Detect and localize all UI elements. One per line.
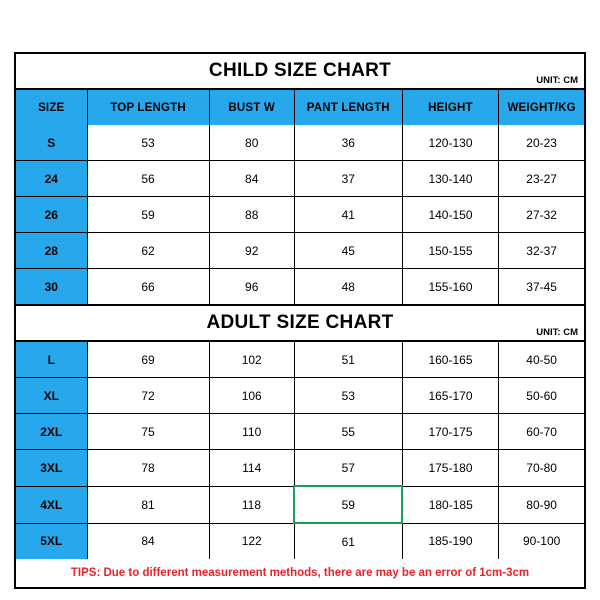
table-row bbox=[16, 523, 584, 559]
table-row bbox=[16, 125, 584, 161]
adult-row-4-size: 4XL bbox=[16, 486, 87, 523]
child-row-3-bust-w: 92 bbox=[209, 233, 294, 269]
adult-row-3-pant-length: 57 bbox=[294, 450, 402, 487]
table-row bbox=[16, 414, 584, 450]
adult-row-0-pant-length: 51 bbox=[294, 342, 402, 378]
adult-row-4-pant-length-selected[interactable]: 59 bbox=[294, 486, 402, 523]
adult-chart-unit: UNIT: CM bbox=[536, 327, 578, 338]
child-size-table bbox=[16, 90, 584, 304]
adult-row-1-size: XL bbox=[16, 378, 87, 414]
child-chart-title: CHILD SIZE CHART bbox=[208, 60, 392, 81]
child-chart-title-row bbox=[16, 54, 584, 90]
adult-row-2-height: 170-175 bbox=[402, 414, 499, 450]
adult-row-5-weight: 90-100 bbox=[499, 523, 584, 559]
adult-row-5-height: 185-190 bbox=[402, 523, 499, 559]
adult-row-2-pant-length: 55 bbox=[294, 414, 402, 450]
adult-chart-title-row bbox=[16, 306, 584, 342]
adult-row-1-bust-w: 106 bbox=[209, 378, 294, 414]
table-row bbox=[16, 269, 584, 305]
adult-row-0-bust-w: 102 bbox=[209, 342, 294, 378]
adult-row-5-size: 5XL bbox=[16, 523, 87, 559]
adult-row-5-top-length: 84 bbox=[87, 523, 209, 559]
child-row-0-weight: 20-23 bbox=[499, 125, 584, 161]
adult-row-5-pant-length: 61 bbox=[294, 523, 402, 559]
adult-size-chart-block bbox=[14, 304, 586, 559]
child-row-1-top-length: 56 bbox=[87, 161, 209, 197]
adult-row-3-weight: 70-80 bbox=[499, 450, 584, 487]
adult-row-0-height: 160-165 bbox=[402, 342, 499, 378]
child-row-1-size: 24 bbox=[16, 161, 87, 197]
child-header-bust-w: BUST W bbox=[209, 90, 294, 125]
child-row-3-size: 28 bbox=[16, 233, 87, 269]
child-row-3-height: 150-155 bbox=[402, 233, 499, 269]
child-row-1-height: 130-140 bbox=[402, 161, 499, 197]
adult-row-3-size: 3XL bbox=[16, 450, 87, 487]
child-row-2-pant-length: 41 bbox=[294, 197, 402, 233]
child-row-4-weight: 37-45 bbox=[499, 269, 584, 305]
child-row-2-weight: 27-32 bbox=[499, 197, 584, 233]
child-row-4-size: 30 bbox=[16, 269, 87, 305]
child-row-1-pant-length: 37 bbox=[294, 161, 402, 197]
child-row-3-pant-length: 45 bbox=[294, 233, 402, 269]
child-row-4-bust-w: 96 bbox=[209, 269, 294, 305]
child-row-0-pant-length: 36 bbox=[294, 125, 402, 161]
adult-row-2-size: 2XL bbox=[16, 414, 87, 450]
adult-row-4-height: 180-185 bbox=[402, 486, 499, 523]
child-header-height: HEIGHT bbox=[402, 90, 499, 125]
adult-row-1-pant-length: 53 bbox=[294, 378, 402, 414]
child-row-1-weight: 23-27 bbox=[499, 161, 584, 197]
adult-row-2-bust-w: 110 bbox=[209, 414, 294, 450]
child-row-0-bust-w: 80 bbox=[209, 125, 294, 161]
table-row bbox=[16, 233, 584, 269]
table-row bbox=[16, 197, 584, 233]
adult-row-2-top-length: 75 bbox=[87, 414, 209, 450]
adult-row-4-top-length: 81 bbox=[87, 486, 209, 523]
child-row-0-top-length: 53 bbox=[87, 125, 209, 161]
adult-row-0-size: L bbox=[16, 342, 87, 378]
child-row-2-bust-w: 88 bbox=[209, 197, 294, 233]
child-header-top-length: TOP LENGTH bbox=[87, 90, 209, 125]
adult-row-0-weight: 40-50 bbox=[499, 342, 584, 378]
adult-row-1-height: 165-170 bbox=[402, 378, 499, 414]
child-row-0-size: S bbox=[16, 125, 87, 161]
child-row-0-height: 120-130 bbox=[402, 125, 499, 161]
child-chart-unit: UNIT: CM bbox=[536, 75, 578, 86]
adult-row-4-bust-w: 118 bbox=[209, 486, 294, 523]
child-size-chart-block bbox=[14, 52, 586, 304]
adult-row-5-bust-w: 122 bbox=[209, 523, 294, 559]
adult-size-table bbox=[16, 342, 584, 559]
child-row-4-height: 155-160 bbox=[402, 269, 499, 305]
child-row-2-height: 140-150 bbox=[402, 197, 499, 233]
child-row-3-weight: 32-37 bbox=[499, 233, 584, 269]
adult-row-1-top-length: 72 bbox=[87, 378, 209, 414]
adult-row-4-weight: 80-90 bbox=[499, 486, 584, 523]
adult-chart-title: ADULT SIZE CHART bbox=[206, 312, 394, 333]
adult-row-3-top-length: 78 bbox=[87, 450, 209, 487]
child-header-pant-length: PANT LENGTH bbox=[294, 90, 402, 125]
tips-text: TIPS: Due to different measurement methods, there are may be an error of 1cm-3cm bbox=[70, 567, 530, 579]
adult-row-0-top-length: 69 bbox=[87, 342, 209, 378]
adult-row-3-height: 175-180 bbox=[402, 450, 499, 487]
child-row-2-size: 26 bbox=[16, 197, 87, 233]
table-row bbox=[16, 161, 584, 197]
child-row-4-top-length: 66 bbox=[87, 269, 209, 305]
tips-note bbox=[14, 559, 586, 589]
adult-row-1-weight: 50-60 bbox=[499, 378, 584, 414]
child-row-4-pant-length: 48 bbox=[294, 269, 402, 305]
child-row-3-top-length: 62 bbox=[87, 233, 209, 269]
child-table-header-row bbox=[16, 90, 584, 125]
table-row bbox=[16, 486, 584, 523]
adult-row-2-weight: 60-70 bbox=[499, 414, 584, 450]
table-row bbox=[16, 342, 584, 378]
child-row-1-bust-w: 84 bbox=[209, 161, 294, 197]
child-header-weight: WEIGHT/KG bbox=[499, 90, 584, 125]
child-header-size: SIZE bbox=[16, 90, 87, 125]
table-row bbox=[16, 378, 584, 414]
child-row-2-top-length: 59 bbox=[87, 197, 209, 233]
adult-row-3-bust-w: 114 bbox=[209, 450, 294, 487]
table-row bbox=[16, 450, 584, 487]
